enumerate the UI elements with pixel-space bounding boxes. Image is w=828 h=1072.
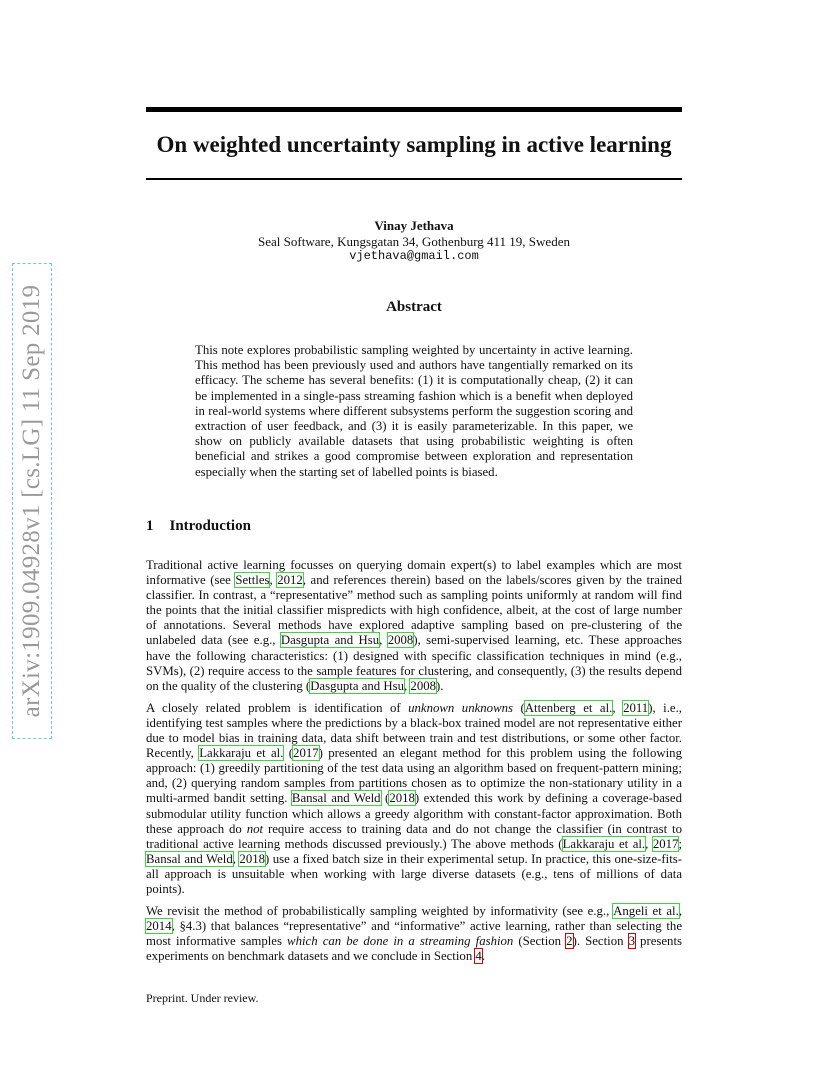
paper-title: On weighted uncertainty sampling in active learning bbox=[156, 132, 672, 157]
citation-link[interactable]: 2017 bbox=[293, 746, 319, 761]
citation-link[interactable]: 2011 bbox=[623, 700, 649, 715]
text-run: , bbox=[612, 700, 624, 715]
text-run: . bbox=[481, 949, 486, 964]
text-run: presents experiments on benchmark datasets and we conclude in Section bbox=[146, 934, 682, 964]
preprint-footer: Preprint. Under review. bbox=[146, 991, 259, 1005]
paragraph bbox=[146, 904, 682, 964]
section-number: 1 bbox=[146, 518, 154, 534]
citation-link[interactable]: 2012 bbox=[277, 573, 303, 588]
citation-link[interactable]: Lakkaraju et al. bbox=[562, 836, 646, 851]
emphasis: unknown unknowns bbox=[408, 700, 513, 715]
citation-link[interactable]: Settles bbox=[235, 573, 270, 588]
citation-link[interactable]: Dasgupta and Hsu bbox=[310, 678, 405, 693]
citation-link[interactable]: Lakkaraju et al. bbox=[199, 746, 284, 761]
text-run: A closely related problem is identification of bbox=[146, 700, 409, 715]
text-run: , bbox=[269, 573, 278, 588]
text-run: ) presented an elegant method for this problem using the following approach: (1) greedily partitioning of the test data using an algorithm based on frequent-pattern mining; and, (2) querying random samples from partitions chosen as to optimize the non-stationary utility in a multi-armed bandit setting. bbox=[146, 746, 682, 806]
author-name: Vinay Jethava bbox=[374, 218, 454, 233]
text-run: ), i.e., identifying test samples where the predictions by a black-box trained model are not representative either due to model bias in training data, data shift between train and test distributions, or some other factor. Recently, bbox=[146, 700, 682, 761]
text-run: , §4.3) that balances “representative” and “informative” active learning, rather than selecting the most informative samples bbox=[146, 919, 682, 949]
section-ref-link[interactable]: 4 bbox=[475, 949, 482, 964]
text-run: ). Section bbox=[572, 934, 629, 949]
abstract-heading: Abstract bbox=[386, 299, 442, 315]
text-run: , bbox=[379, 633, 388, 648]
citation-link[interactable]: Attenberg et al. bbox=[524, 700, 613, 715]
text-run: ( bbox=[513, 700, 525, 715]
section-title: Introduction bbox=[169, 518, 251, 534]
text-run: , and references therein) based on the labels/scores given by the trained classifier. In contrast, a “representative” method such as sampling points uniformly at random will find the points that the initial classifier mispredicts with high confidence, albeit, at the cost of large number of annotations. Several methods have explored adaptive sampling based on pre-clustering of the unlabeled data (see e.g., bbox=[146, 573, 682, 648]
text-run: , bbox=[678, 904, 683, 919]
text-run: ) use a fixed batch size in their experimental setup. In practice, this one-size-fits-all approach is unsuitable when working with large diverse datasets (e.g., tens of millions of data points). bbox=[146, 851, 682, 896]
text-run: ). bbox=[436, 678, 444, 693]
author-email: vjethava@gmail.com bbox=[349, 249, 479, 263]
title-bottom-rule bbox=[146, 178, 682, 180]
text-run: Traditional active learning focusses on querying domain expert(s) to label examples which are most informative (see bbox=[146, 558, 682, 588]
citation-link[interactable]: Dasgupta and Hsu bbox=[280, 633, 380, 648]
citation-link[interactable]: Angeli et al. bbox=[613, 904, 679, 919]
text-run: (Section bbox=[513, 934, 567, 949]
text-run: We revisit the method of probabilistically sampling weighted by informativity (see e.g., bbox=[146, 904, 614, 919]
emphasis: which can be done in a streaming fashion bbox=[287, 934, 514, 949]
text-run: , bbox=[232, 851, 240, 866]
introduction-body bbox=[146, 558, 682, 971]
citation-link[interactable]: 2018 bbox=[239, 851, 266, 866]
title-top-rule bbox=[146, 107, 682, 112]
text-run: , bbox=[404, 678, 411, 693]
citation-link[interactable]: 2017 bbox=[652, 836, 679, 851]
section-ref-link[interactable]: 3 bbox=[628, 934, 635, 949]
text-run: ), semi-supervised learning, etc. These approaches have the following characteristics: (1) designed with specific classification techniques in mind (e.g., SVMs), (2) require access to the sample features for clustering, and consequently, (3) the results depend on the quality of the clustering ( bbox=[146, 633, 683, 693]
abstract-text: This note explores probabilistic sampling weighted by uncertainty in active learning. This method has been previously used and authors have tangentially remarked on its efficacy. The scheme has several benefits: (1) it is computationally cheap, (2) it can be implemented in a single-pass streaming fashion which is a benefit when deployed in real-world systems where different subsystems perform the suggestion scoring and extraction of user feedback, and (3) it is easily parameterizable. In this paper, we show on publicly available datasets that using probabilistic weighting is often beneficial and strikes a good compromise between exploration and representation especially when the starting set of labelled points is biased. bbox=[195, 343, 633, 479]
arxiv-identifier-stamp bbox=[12, 263, 52, 739]
citation-link[interactable]: Bansal and Weld bbox=[146, 851, 233, 866]
paragraph bbox=[146, 701, 682, 897]
section-heading bbox=[146, 518, 251, 535]
section-ref-link[interactable]: 2 bbox=[566, 934, 573, 949]
citation-link[interactable]: 2018 bbox=[389, 791, 415, 806]
author-block bbox=[146, 218, 682, 265]
author-affiliation: Seal Software, Kungsgatan 34, Gothenburg 411 19, Sweden bbox=[258, 233, 570, 249]
text-run: ) extended this work by defining a coverage-based submodular utility function which allows a greedy algorithm with constant-factor approximation. Both these approach do bbox=[146, 791, 682, 836]
text-run: ( bbox=[283, 746, 294, 761]
text-run: ( bbox=[380, 791, 390, 806]
arxiv-identifier-text: arXiv:1909.04928v1 [cs.LG] 11 Sep 2019 bbox=[18, 284, 45, 718]
citation-link[interactable]: Bansal and Weld bbox=[291, 791, 381, 806]
citation-link[interactable]: 2014 bbox=[146, 919, 172, 934]
citation-link[interactable]: 2008 bbox=[410, 678, 437, 693]
paragraph bbox=[146, 558, 682, 694]
text-run: , bbox=[645, 836, 653, 851]
text-run: require access to training data and do not change the classifier (in contrast to traditional active learning methods discussed previously.) The above methods ( bbox=[146, 821, 682, 851]
citation-link[interactable]: 2008 bbox=[387, 633, 414, 648]
emphasis: not bbox=[246, 821, 264, 836]
text-run: ; bbox=[678, 836, 683, 851]
